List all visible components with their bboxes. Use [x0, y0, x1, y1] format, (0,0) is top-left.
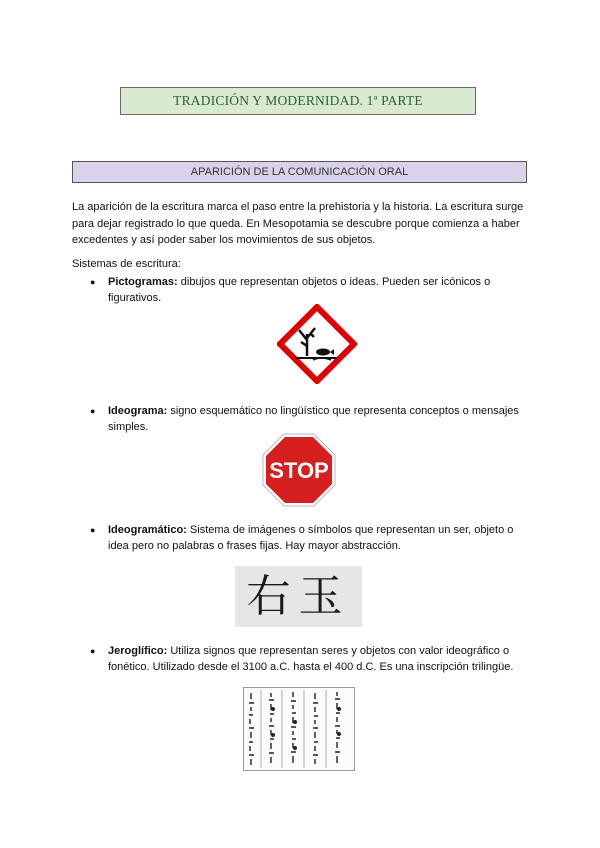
term-description: Sistema de imágenes o símbolos que representan un ser, objeto o idea pero no palabras o frases fijas. Hay mayor abstracción. [108, 524, 514, 552]
environmental-hazard-pictogram-icon [277, 304, 357, 384]
page-title: TRADICIÓN Y MODERNIDAD. 1ª PARTE [120, 87, 476, 115]
list-item-pictogramas [90, 274, 530, 306]
term-description: Utiliza signos que representan seres y objetos con valor ideográfico o fonético. Utilizado desde el 3100 a.C. hasta el 400 d.C. Es una inscripción trilingüe. [108, 645, 514, 673]
chinese-characters-text: 右玉 [246, 570, 351, 622]
term-label: Ideograma: [108, 405, 168, 417]
bullet-icon: ● [90, 277, 96, 287]
bullet-icon: ● [90, 525, 96, 535]
term-label: Pictogramas: [108, 276, 178, 288]
list-item-ideograma [90, 403, 530, 435]
term-description: signo esquemático no lingüístico que representa conceptos o mensajes simples. [108, 405, 519, 433]
section-heading: APARICIÓN DE LA COMUNICACIÓN ORAL [72, 161, 527, 183]
stop-sign-icon [262, 433, 336, 507]
bullet-icon: ● [90, 646, 96, 656]
term-label: Ideogramático: [108, 524, 187, 536]
chinese-characters-image [235, 566, 362, 627]
bullet-icon: ● [90, 406, 96, 416]
term-label: Jeroglífico: [108, 645, 168, 657]
list-item-ideogramatico [90, 522, 530, 554]
term-description: dibujos que representan objetos o ideas. Pueden ser icónicos o figurativos. [108, 276, 491, 304]
intro-paragraph: La aparición de la escritura marca el paso entre la prehistoria y la historia. La escritura surge para dejar registrado lo que queda. En Mesopotamia se descubre porque comienza a haber excedentes y así poder saber los movimientos de sus objetos. [72, 201, 524, 246]
stop-sign-text: STOP [269, 458, 329, 483]
hieroglyphic-inscription-image [243, 687, 355, 771]
systems-label: Sistemas de escritura: [72, 258, 181, 270]
list-item-jeroglifico [90, 643, 530, 675]
